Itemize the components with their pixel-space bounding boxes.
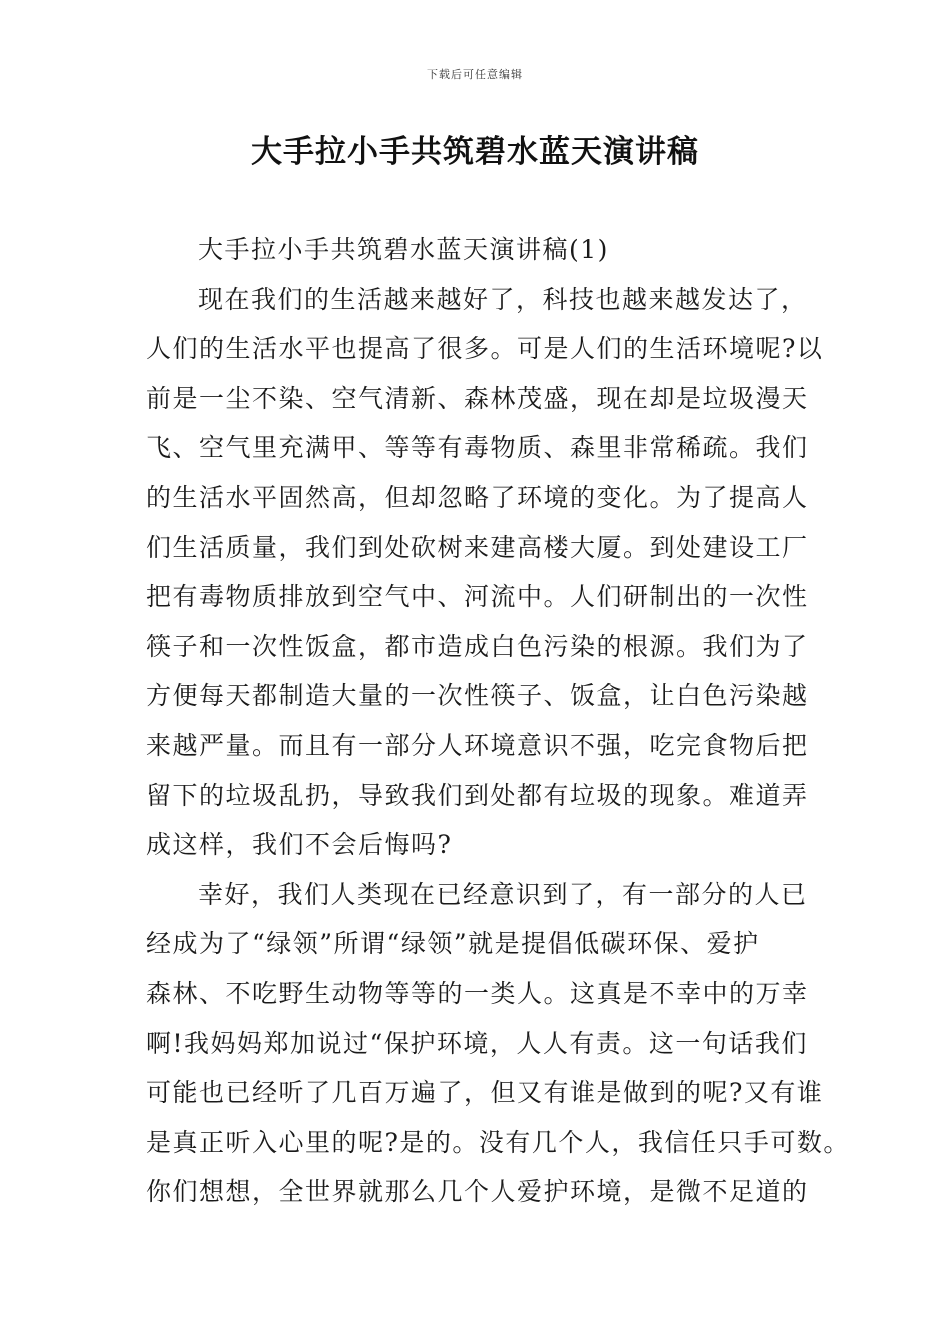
subtitle-line: 大手拉小手共筑碧水蓝天演讲稿(1) — [198, 235, 609, 264]
document-body — [146, 225, 850, 1217]
body-line: 们生活质量，我们到处砍树来建高楼大厦。到处建设工厂 — [146, 532, 809, 562]
body-line: 飞、空气里充满甲、等等有毒物质、森里非常稀疏。我们 — [146, 433, 809, 463]
body-line: 方便每天都制造大量的一次性筷子、饭盒，让白色污染越 — [146, 681, 809, 711]
body-line: 成这样，我们不会后悔吗? — [146, 830, 453, 860]
body-line: 留下的垃圾乱扔，导致我们到处都有垃圾的现象。难道弄 — [146, 780, 809, 810]
body-line: 经成为了“绿领”所谓“绿领”就是提倡低碳环保、爱护 — [146, 929, 760, 959]
body-line: 可能也已经听了几百万遍了，但又有谁是做到的呢?又有谁 — [146, 1078, 824, 1108]
body-line: 筷子和一次性饭盒，都市造成白色污染的根源。我们为了 — [146, 631, 809, 661]
body-line: 是真正听入心里的呢?是的。没有几个人，我信任只手可数。 — [146, 1127, 850, 1157]
document-title: 大手拉小手共筑碧水蓝天演讲稿 — [251, 134, 699, 170]
body-line: 前是一尘不染、空气清新、森林茂盛，现在却是垃圾漫天 — [146, 383, 809, 413]
body-line: 把有毒物质排放到空气中、河流中。人们研制出的一次性 — [146, 582, 809, 612]
body-line: 你们想想，全世界就那么几个人爱护环境，是微不足道的 — [146, 1177, 809, 1207]
body-line: 现在我们的生活越来越好了，科技也越来越发达了， — [198, 284, 808, 314]
body-line: 的生活水平固然高，但却忽略了环境的变化。为了提高人 — [146, 482, 809, 512]
header-note: 下载后可任意编辑 — [427, 68, 523, 81]
body-line: 幸好，我们人类现在已经意识到了，有一部分的人已 — [198, 879, 808, 909]
body-line: 来越严量。而且有一部分人环境意识不强，吃完食物后把 — [146, 730, 809, 760]
body-line: 啊!我妈妈郑加说过“保护环境，人人有责。这一句话我们 — [146, 1028, 808, 1058]
body-line: 人们的生活水平也提高了很多。可是人们的生活环境呢?以 — [146, 334, 824, 364]
body-line: 森林、不吃野生动物等等的一类人。这真是不幸中的万幸 — [146, 978, 809, 1008]
